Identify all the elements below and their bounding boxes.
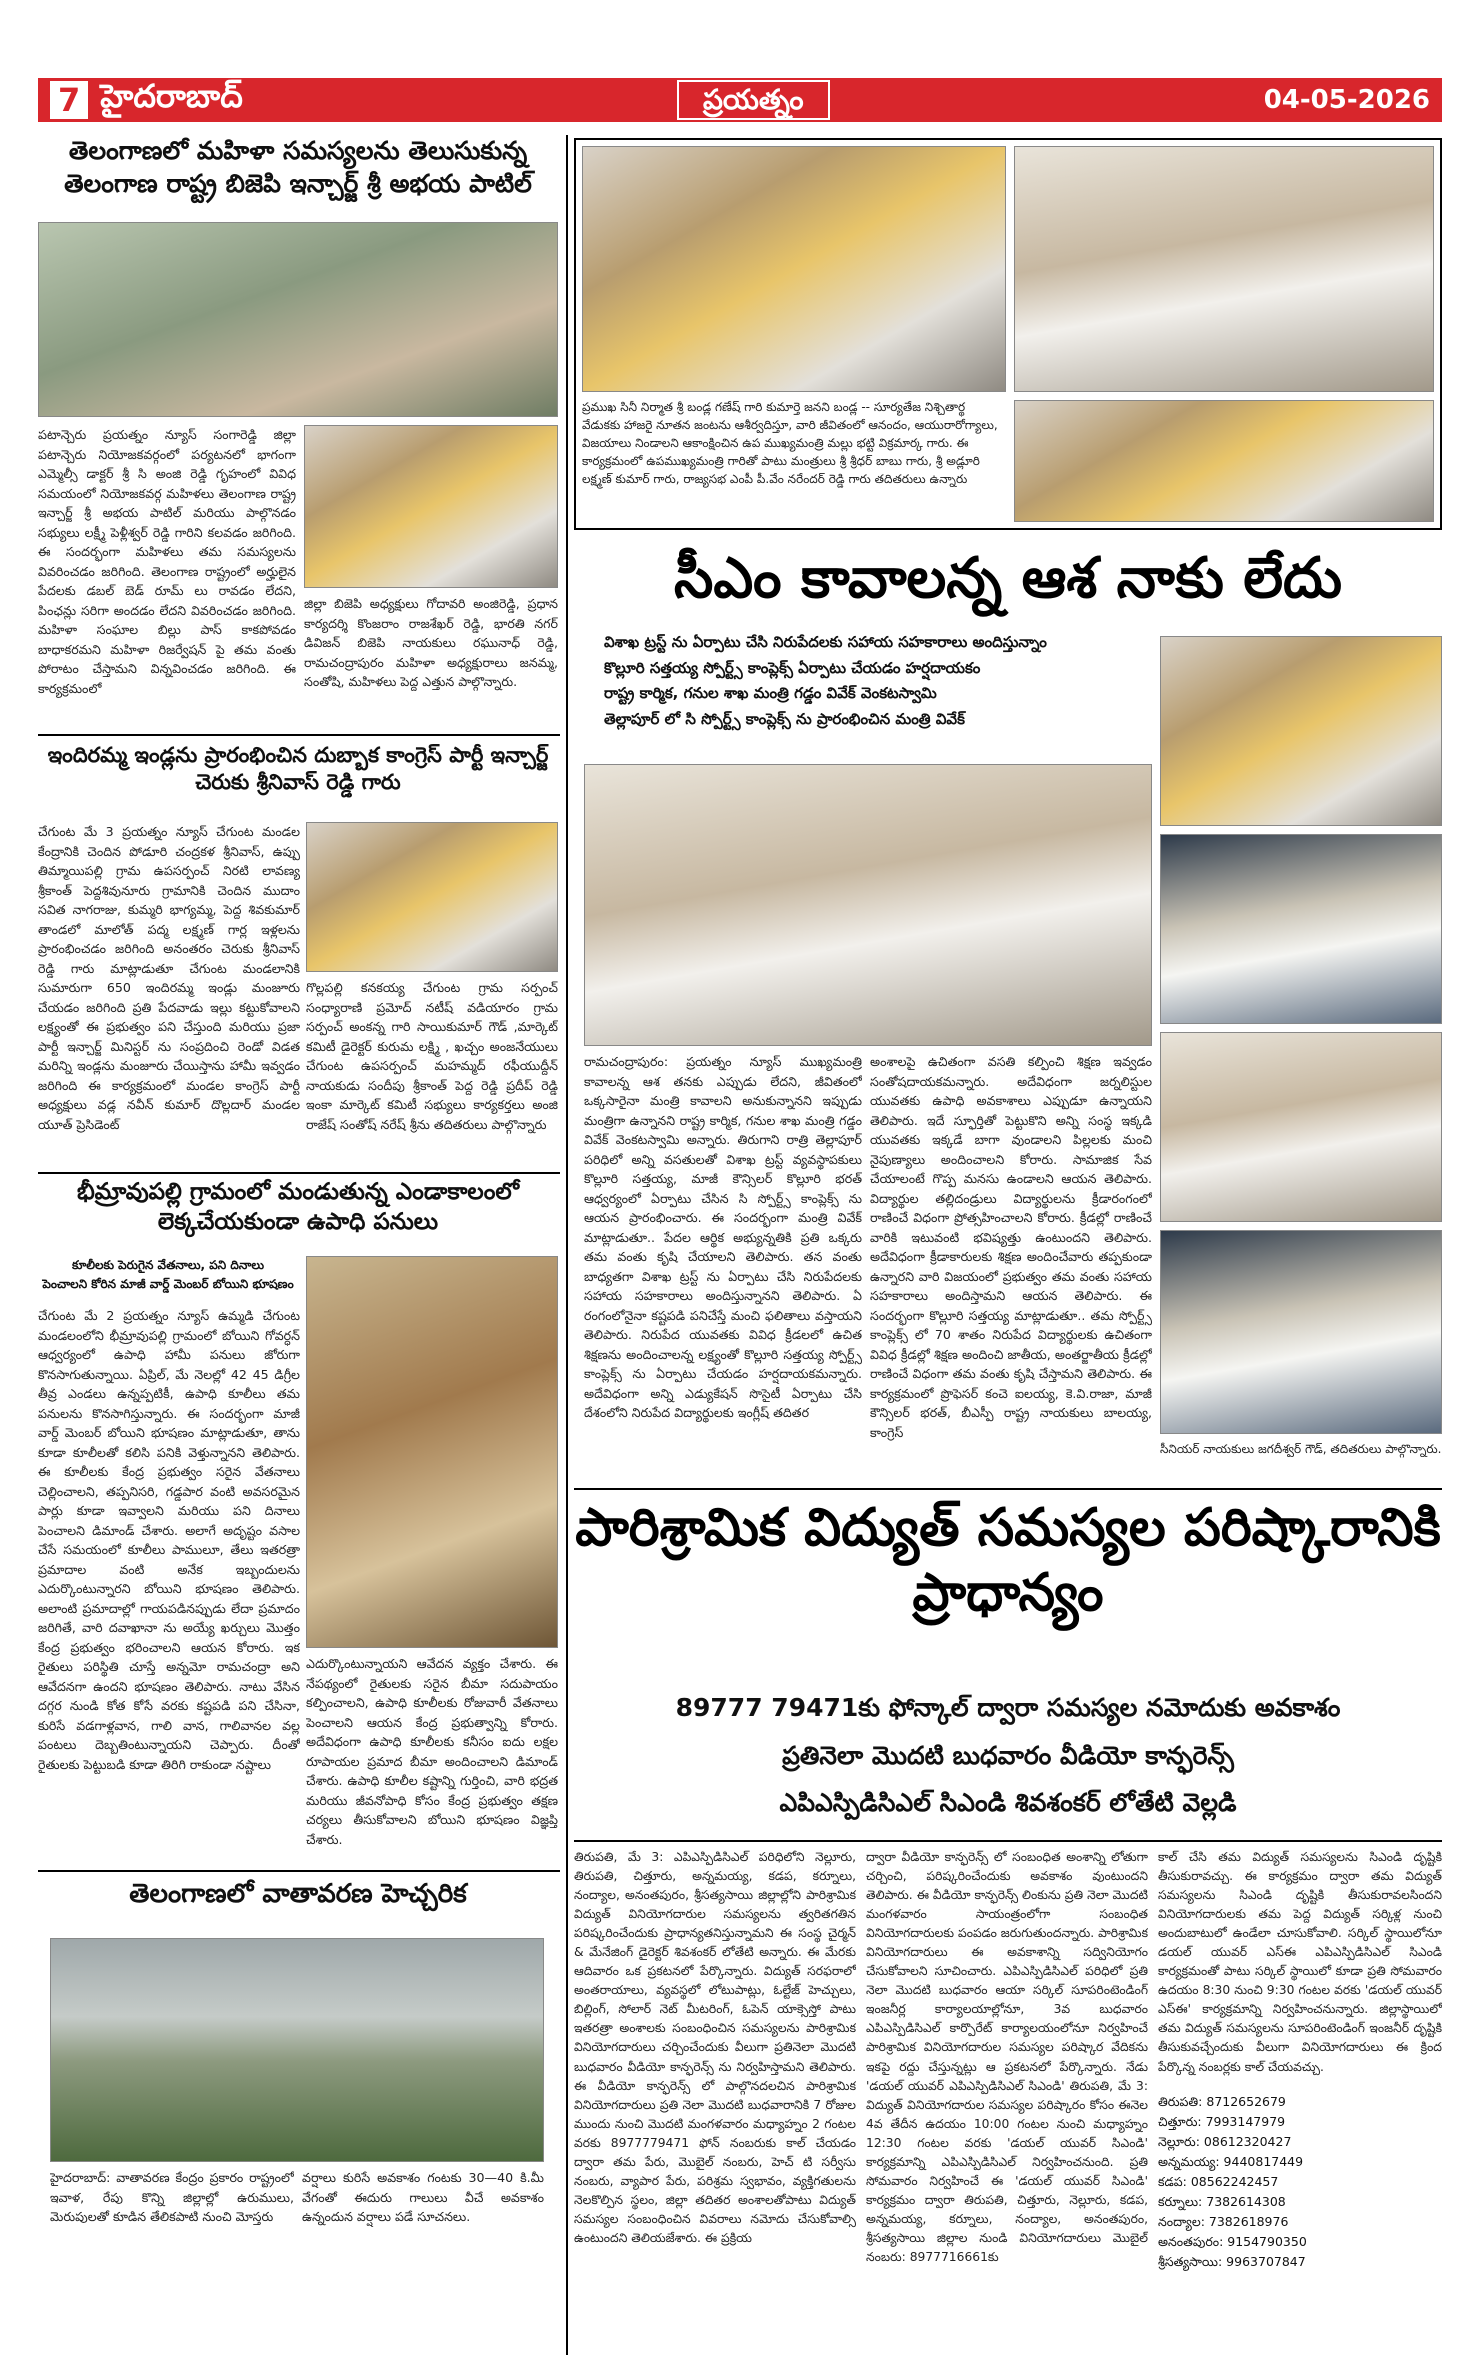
article-3-side-photo-4 (1160, 1230, 1442, 1434)
issue-date: 04-05-2026 (1263, 85, 1430, 115)
column-divider (566, 135, 568, 2355)
article-7-sub-1: 89777 79471కు ఫోన్కాల్ ద్వారా సమస్యల నమోదుకు అవకాశం (675, 1693, 1341, 1722)
phone-number-item: శ్రీసత్యసాయి: 9963707847 (1158, 2254, 1306, 2269)
phone-number-item: కడప: 08562242457 (1158, 2174, 1279, 2189)
article-3-side-photo-3 (1160, 1032, 1442, 1222)
phone-number-item: నెల్లూరు: 08612320427 (1158, 2134, 1292, 2149)
article-6-body-col2: వర్షాలు కురిసే అవకాశం గంటకు 30—40 కి.మీ వేగంతో ఈదురు గాలులు వీచే అవకాశం ఉన్నందున వర్షాలు పడే సూచనలు. (302, 2170, 544, 2225)
article-7-phone-list (1158, 2092, 1442, 2348)
page-number-block (50, 78, 243, 122)
article-3-body-col1: రామచంద్రాపురం: ప్రయత్నం న్యూస్ ముఖ్యమంత్రి కావాలన్న ఆశ తనకు ఎప్పుడు లేదని, జీవితంలో ఒక్కసారైనా మంత్రి కావాలని అనుకున్నానని ఇప్పుడు మంత్రిగా ఉన్నానని రాష్ట్ర కార్మిక, గనుల శాఖ మంత్రి గడ్డం వివేక్ వెంకటస్వామి అన్నారు. తిరుగాని రాత్రి తెల్లాపూర్ పరిధిలో అన్ని వసతులతో విశాఖ ట్రస్ట్ వ్యవస్థాపకులు కొల్లూరి సత్తయ్య, మాజీ కౌన్సిలర్ కొల్లూరి భరత్ ఆధ్వర్యంలో ఏర్పాటు చేసిన సి స్పోర్ట్స్ కాంప్లెక్స్ ను ఆయన ప్రారంభించారు. ఈ సందర్భంగా మంత్రి వివేక్ మాట్లాడుతూ.. పేదల ఆర్థిక అభ్యున్నతికి ప్రతి ఒక్కరు తమ వంతు కృషి చేయాలని తెలిపారు. తన వంతు బాధ్యతగా విశాఖ ట్రస్ట్ ను ఏర్పాటు చేసి నిరుపేదలకు సహాయ సహకారాలు అందిస్తున్నానని తెలిపారు. ఏ రంగంలోనైనా కష్టపడి పనిచేస్తే మంచి ఫలితాలు వస్తాయని తెలిపారు. నిరుపేద యువతకు వివిధ క్రీడలలో ఉచిత శిక్షణను అందించాలన్న లక్ష్యంతో కొల్లూరి సత్తయ్య స్పోర్ట్స్ కాంప్లెక్స్ ను ఏర్పాటు చేయడం హర్షదాయకమన్నారు. అదేవిధంగా అన్ని ఎడ్యుకేషన్ సొసైటీ ఏర్పాటు చేసి దేశంలోని నిరుపేద విద్యార్థులకు ఇంగ్లీష్ తదితర (584, 1054, 862, 1421)
article-2-photo-1 (582, 146, 1006, 392)
masthead (38, 78, 1442, 122)
article-1-body-col1: పటాన్చెరు ప్రయత్నం న్యూస్ సంగారెడ్డి జిల్లా పటాన్చెరు నియోజకవర్గంలో పర్యటనలో భాగంగా ఎమ్మెల్సీ డాక్టర్ శ్రీ సి అంజి రెడ్డి గృహంలో వివిధ సమయంలో నియోజకవర్గ మహిళలు తెలంగాణ రాష్ట్ర ఇన్చార్జ్ శ్రీ అభయ పాటిల్ మరియు పాల్గొనడం సభ్యులు లక్ష్మీ పెళ్లీశ్వర్ రెడ్డి గారిని కలవడం జరిగింది. ఈ సందర్భంగా మహిళలు తమ సమస్యలను వివరించడం జరిగింది. తెలంగాణ రాష్ట్రంలో అర్హులైన పేదలకు డబల్ బెడ్ రూమ్ లు రావడం లేదని, పింఛన్లు సరిగా అందడం లేదని వివరించడం జరిగింది. మహిళా సంఘాల బిల్లు పాస్ కాకపోవడం బాధాకరమని మహిళా రిజర్వేషన్ పై తమ వంతు పోరాటం చేస్తామని విన్నవించడం జరిగింది. ఈ కార్యక్రమంలో (38, 427, 296, 696)
article-3-subheads (604, 630, 1164, 760)
article-7-body-col3: కాల్ చేసి తమ విద్యుత్ సమస్యలను సిఎండి దృష్టికి తీసుకురావచ్చు. ఈ కార్యక్రమం ద్వారా తమ విద్యుత్ సమస్యలను సిఎండి దృష్టికి తీసుకురావలసిందని వినియోగదారులకు తమ పెద్ద విద్యుత్ సర్కిళ్ల నుంచి అందుబాటులో ఉండేలా చూసుకోవాలి. సర్కిల్ స్థాయిలోనూ డయల్ యువర్ ఎస్ఈ ఎపిఎస్పిడిసిఎల్ సిఎండి కార్యక్రమంతో పాటు సర్కిల్ స్థాయిలో కూడా ప్రతి సోమవారం ఉదయం 8:30 నుంచి 9:30 గంటల వరకు 'డయల్ యువర్ ఎస్ఈ' కార్యక్రమాన్ని నిర్వహించనున్నారు. జిల్లాస్థాయిలో తమ విద్యుత్ సమస్యలను సూపరింటెండింగ్ ఇంజనీర్ దృష్టికి తీసుకువచ్చేందుకు వీలుగా వినియోగదారులు ఈ క్రింద పేర్కొన్న నంబర్లకు కాల్ చేయవచ్చు. (1158, 1850, 1442, 2074)
article-5-body-col1: చేగుంట మే 2 ప్రయత్నం న్యూస్ ఉమ్మడి చేగుంట మండలంలోని భీమ్రావుపల్లి గ్రామంలో బోయిని గోవర్ధన్ ఆధ్వర్యంలో ఉపాధి హామీ పనులు జోరుగా కొనసాగుతున్నాయి. ఏప్రిల్, మే నెలల్లో 42 45 డిగ్రీల తీవ్ర ఎండలు ఉన్నప్పటికీ, ఉపాధి కూలీలు తమ పనులను కొనసాగిస్తున్నారు. ఈ సందర్భంగా మాజీ వార్డ్ మెంబర్ బోయిని భూషణం మాట్లాడుతూ, తాను కూడా కూలీలతో కలిసి పనికి వెళ్తున్నానని తెలిపారు. ఈ కూలీలకు కేంద్ర ప్రభుత్వం సరైన వేతనాలు చెల్లించాలని, తప్పనిసరి, గడ్డపార వంటి అవసరమైన పార్లు కూడా ఇవ్వాలని మరియు పని దినాలు పెంచాలని డిమాండ్ చేశారు. అలాగే అదృష్టం వసాల చేసే సమయంలో కూలీలు పాములూ, తేలు ఇతరత్రా ప్రమాదాల వంటి అనేక ఇబ్బందులను ఎదుర్కొంటున్నారని బోయిని భూషణం తెలిపారు. అలాంటి ప్రమాదాల్లో గాయపడినప్పుడు లేదా ప్రమాదం జరిగితే, వారి దవాఖానా ను అయ్యే ఖర్చులు మొత్తం కేంద్ర ప్రభుత్వం భరించాలని ఆయన కోరారు. ఇక రైతులు పరిస్థితి చూస్తే అన్నమో రామచంద్రా అని ఆవేదనగా ఉందని భూషణం తెలిపారు. నాటు వేసిన దగ్గర నుండి కోత కోసే వరకు కష్టపడి పని చేసినా, కురిసే వడగాళ్లవాన, గాలి వాన, గాలివానల వల్ల పంటలు దెబ్బతింటున్నాయని చెప్పారు. దీంతో రైతులకు పెట్టుబడి కూడా తిరిగి రాకుండా నష్టాలు (38, 1308, 300, 1772)
article-1-photo (38, 222, 558, 417)
phone-number-item: అన్నమయ్య: 9440817449 (1158, 2154, 1304, 2169)
article-7-body-col1: తిరుపతి, మే 3: ఎపిఎస్పిడిసిఎల్ పరిధిలోని నెల్లూరు, తిరుపతి, చిత్తూరు, అన్నమయ్య, కడప, కర్నూలు, నంద్యాల, అనంతపురం, శ్రీసత్యసాయి జిల్లాల్లోని పారిశ్రామిక విద్యుత్ వినియోగదారుల సమస్యలను త్వరితగతిన పరిష్కరించేందుకు ప్రాధాన్యతనిస్తున్నామని ఈ సంస్థ చైర్మన్ & మేనేజింగ్ డైరెక్టర్ శివశంకర్ లోతేటి అన్నారు. ఈ మేరకు ఆదివారం ఒక ప్రకటనలో పేర్కొన్నారు. విద్యుత్ సరఫరాలో అంతరాయాలు, వ్యవస్థలో లోటుపాట్లు, ఓల్టేజ్ హెచ్చులు, బిల్లింగ్, సోలార్ నెట్ మీటరింగ్, ఓపెన్ యాక్సెస్తో పాటు ఇతరత్రా అంశాలకు సంబంధించిన సమస్యలను పారిశ్రామిక వినియోగదారులు చర్చించేందుకు వీలుగా ప్రతినెలా మొదటి బుధవారం వీడియో కాన్ఫరెన్స్ ను నిర్వహిస్తామని తెలిపారు. ఈ వీడియో కాన్ఫరెన్స్ లో పాల్గొనదలచిన పారిశ్రామిక వినియోగదారులు ప్రతి నెలా మొదటి బుధవారానికి 7 రోజుల ముందు నుంచి మొదటి మంగళవారం మధ్యాహ్నం 2 గంటల వరకు 8977779471 ఫోన్ నంబరుకు కాల్ చేయడం ద్వారా తమ పేరు, మొబైల్ నంబరు, హెచ్ టి సర్వీసు నంబరు, వ్యాపార పేరు, పరిశ్రమ స్వభావం, వ్యక్తిగతులను నెలకొల్పిన స్థలం, జిల్లా తదితర అంశాలతోపాటు విద్యుత్ సమస్యల సంబంధించిన వివరాలు నమోదు చేసుకోవాల్సి ఉంటుందని తెలియజేశారు. ఈ ప్రక్రియ (574, 1850, 856, 2245)
section-rule (38, 1172, 560, 1174)
article-4-body-col2: గొల్లపల్లి కనకయ్య చేగుంట గ్రామ సర్పంచ్ సంధ్యారాణి ప్రమోద్ నటీష్ వడియారం గ్రామ సర్పంచ్ అంకన్న గారి సాయికుమార్ గౌడ్ ,మార్కెట్ కమిటీ డైరెక్టర్ కురుమ లక్ష్మి , ఖచ్చం అంజనేయులు చేగుంట ఉపసర్పంచ్ మహమ్మద్ రఫీయుద్దీన్ నాయకుడు సందీపు శ్రీకాంత్ పెద్ద రెడ్డి ప్రదీప్ రెడ్డి ఇంకా మార్కెట్ కమిటీ సభ్యులు కార్యకర్తలు అంజి రాజేష్ సంతోష్ నరేష్ శ్రీను తదితరులు పాల్గొన్నారు (306, 980, 558, 1132)
article-5-subheads (38, 1256, 298, 1302)
phone-number-item: తిరుపతి: 8712652679 (1158, 2094, 1286, 2109)
section-rule (574, 1840, 1442, 1842)
article-4-body-col1: చేగుంట మే 3 ప్రయత్నం న్యూస్ చేగుంట మండల కేంద్రానికి చెందిన పోడూరి చంద్రకళ శ్రీనివాస్, ఉప్పు తిమ్మాయిపల్లి గ్రామ ఉపసర్పంచ్ నిరటి లావణ్య శ్రీకాంత్ పెద్దశివునూరు గ్రామానికి చెందిన ముదాం సవిత నాగరాజు, కుమ్మరి భాగ్యమ్మ, పెద్ద శివకుమార్ తాండలో మాలోత్ పద్మ లక్ష్మణ్ గార్ల ఇళ్లలను ప్రారంభించడం జరిగింది అనంతరం చెరుకు శ్రీనివాస్ రెడ్డి గారు మాట్లాడుతూ చేగుంట మండలానికి సుమారుగా 650 ఇందిరమ్మ ఇండ్లు మంజూరు చేయడం జరిగింది ప్రతి పేదవాడు ఇల్లు కట్టుకోవాలని లక్ష్యంతో ఈ ప్రభుత్వం పని చేస్తుంది మరియు ప్రజా పార్టీ ఇన్చార్జ్ మినిస్టర్ ను సంప్రదించి రెండో విడత మరిన్ని ఇండ్లను మంజూరు చేయిస్తాను హామీ ఇవ్వడం జరిగింది ఈ కార్యక్రమంలో మండల కాంగ్రెస్ పార్టీ అధ్యక్షులు వడ్ల నవీన్ కుమార్ దొల్లదార్ మండల యూత్ ప్రెసిడెంట్ (38, 824, 300, 1132)
article-3-body-col2: అంశాలపై ఉచితంగా వసతి కల్పించి శిక్షణ ఇవ్వడం సంతోషదాయకమన్నారు. అదేవిధంగా జర్నలిస్టుల యువతకు ఉపాధి అవకాశాలు ఎప్పుడూ ఉన్నాయని తెలిపారు. ఇదే స్ఫూర్తితో పెట్టుకొని అన్ని సంస్థ ఇక్కడి యువతకు ఇక్కడే బాగా వుండాలని పిల్లలకు మంచి నైపుణ్యాలు అందించాలని కోరారు. సామాజిక సేవ చేయాలంటే గొప్ప మనసు ఉండాలని ఆయన తెలిపారు. విద్యార్థుల తల్లిదండ్రులు విద్యార్థులను క్రీడారంగంలో రాణించే విధంగా ప్రోత్సహించాలని కోరారు. క్రీడల్లో రాణించే వారికి ఇటువంటి భవిష్యత్తు ఉంటుందని తెలిపారు. అదేవిధంగా క్రీడాకారులకు శిక్షణ అందించేవారు తప్పకుండా ఉన్నారని వారి విజయంలో ప్రభుత్వం తమ వంతు సహాయ సహకారాలు అందిస్తామని ఆయన తెలిపారు. ఈ సందర్భంగా కొల్లూరి సత్తయ్య మాట్లాడుతూ.. తమ స్పోర్ట్స్ కాంప్లెక్స్ లో 70 శాతం నిరుపేద విద్యార్థులకు ఉచితంగా వివిధ క్రీడల్లో శిక్షణ అందించి జాతీయ, అంతర్జాతీయ క్రీడల్లో రాణించే విధంగా తమ వంతు కృషి చేస్తామని తెలిపారు. ఈ కార్యక్రమంలో ప్రొఫెసర్ కంచె ఐలయ్య, కె.వి.రాజా, మాజీ కౌన్సిలర్ భరత్, బీఎస్పీ రాష్ట్ర నాయకులు బాలయ్య, కాంగ్రెస్ (870, 1054, 1152, 1440)
article-3-sub-4: తెల్లాపూర్ లో సి స్పోర్ట్స్ కాంప్లెక్స్ ను ప్రారంభించిన మంత్రి వివేక్ (604, 709, 965, 728)
article-6-headline: తెలంగాణలో వాతావరణ హెచ్చరిక (129, 1879, 467, 1909)
section-rule (38, 1870, 560, 1872)
article-5-photo (306, 1256, 558, 1648)
page-number: 7 (50, 81, 88, 119)
article-3-headline: సీఎం కావాలన్న ఆశ నాకు లేదు (674, 546, 1342, 611)
article-3-sub-2: కొల్లూరి సత్తయ్య స్పోర్ట్స్ కాంప్లెక్స్ ఏర్పాటు చేయడం హర్షదాయకం (604, 658, 981, 677)
article-3-main-photo (584, 764, 1152, 1046)
phone-number-item: నంద్యాల: 7382618976 (1158, 2214, 1289, 2229)
article-5-sub-1: కూలీలకు పెరుగైన వేతనాలు, పని దినాలు (71, 1258, 265, 1272)
phone-number-item: అనంతపురం: 9154790350 (1158, 2234, 1307, 2249)
article-7-sub-2: ప్రతినెలా మొదటి బుధవారం వీడియో కాన్ఫరెన్స్ (782, 1740, 1234, 1770)
article-4-photo (306, 822, 558, 972)
article-2-photo-2 (1014, 146, 1434, 392)
article-3-side-photo-1 (1160, 636, 1442, 826)
article-2-caption: ప్రముఖ సినీ నిర్మాత శ్రీ బండ్ల గణేష్ గారి కుమార్తె జనని బండ్ల -- సూర్యతేజ నిశ్చితార్థ వేడుకకు హాజరై నూతన జంటను ఆశీర్వదిస్తూ, వారి జీవితంలో ఆనందం, ఆయురారోగ్యాలు, విజయాలు నిండాలని ఆకాంక్షించిన ఉప ముఖ్యమంత్రి మల్లు భట్టి విక్రమార్క గారు. ఈ కార్యక్రమంలో ఉపముఖ్యమంత్రి గారితో పాటు మంత్రులు శ్రీ శ్రీధర్ బాబు గారు, శ్రీ అడ్లూరి లక్ష్మణ్ కుమార్ గారు, రాజ్యసభ ఎంపీ పీ.వేం నరేందర్ రెడ్డి గారు తదితరులు ఉన్నారు (582, 400, 998, 486)
phone-number-item: కర్నూలు: 7382614308 (1158, 2194, 1286, 2209)
article-1-headline: తెలంగాణలో మహిళా సమస్యలను తెలుసుకున్న తెలంగాణ రాష్ట్ర బిజెపి ఇన్చార్జ్ శ్రీ అభయ పాటిల్ (64, 136, 532, 198)
article-7-sub-3: ఎపిఎస్పిడిసిఎల్ సిఎండి శివశంకర్ లోతేటి వెల్లడి (779, 1788, 1237, 1817)
article-3-caption: సీనియర్ నాయకులు జగదీశ్వర్ గౌడ్, తదితరులు పాల్గొన్నారు. (1160, 1442, 1442, 1456)
city-name: హైదరాబాద్ (100, 78, 243, 115)
section-rule (38, 734, 560, 736)
article-5-headline: భీమ్రావుపల్లి గ్రామంలో మండుతున్న ఎండాకాలంలో లెక్కచేయకుండా ఉపాధి పనులు (76, 1179, 520, 1235)
article-1-body-col2: జిల్లా బిజెపి అధ్యక్షులు గోదావరి అంజిరెడ్డి, ప్రధాన కార్యదర్శి కొంజరాం రాజశేఖర్ రెడ్డి, భారతి నగర్ డివిజన్ బిజెపి నాయకులు రఘునాధ్ రెడ్డి, రామచంద్రాపురం మహిళా అధ్యక్షురాలు జనమ్మ, సంతోషి, మహిళలు పెద్ద ఎత్తున పాల్గొన్నారు. (304, 596, 558, 690)
article-4-headline: ఇందిరమ్మ ఇండ్లను ప్రారంభించిన దుబ్బాక కాంగ్రెస్ పార్టీ ఇన్చార్జ్ చెరుకు శ్రీనివాస్ రెడ్డి గారు (47, 743, 549, 795)
article-6-body-col1: హైదరాబాద్: వాతావరణ కేంద్రం ప్రకారం రాష్ట్రంలో ఇవాళ, రేపు కొన్ని జిల్లాల్లో ఉరుములు, మెరుపులతో కూడిన తేలికపాటి నుంచి మోస్తరు (50, 2170, 294, 2225)
article-7-body-col2: ద్వారా వీడియో కాన్ఫరెన్స్ లో సంబంధిత అంశాన్ని లోతుగా చర్చించి, పరిష్కరించేందుకు అవకాశం వుంటుందని తెలిపారు. ఈ వీడియో కాన్ఫరెన్స్ లింకును ప్రతి నెలా మొదటి మంగళవారం సాయంత్రంలోగా సంబంధిత వినియోగదారులకు పంపడం జరుగుతుందన్నారు. పారిశ్రామిక వినియోగదారులు ఈ అవకాశాన్ని సద్వినియోగం చేసుకోవాలని సూచించారు. ఎపిఎస్పిడిసిఎల్ పరిధిలో ప్రతి నెలా మొదటి బుధవారం ఆయా సర్కిల్ సూపరింటెండింగ్ ఇంజనీర్ల కార్యాలయాల్లోనూ, 3వ బుధవారం ఎపిఎస్పిడిసిఎల్ కార్పొరేట్ కార్యాలయంలోనూ నిర్వహించే పారిశ్రామిక వినియోగదారుల సమస్యల పరిష్కార వేదికను ఇకపై రద్దు చేస్తున్నట్లు ఆ ప్రకటనలో పేర్కొన్నారు. నేడు 'డయల్ యువర్ ఎపిఎస్పిడిసిఎల్ సిఎండి' తిరుపతి, మే 3: విద్యుత్ వినియోగదారుల సమస్యల పరిష్కారం కోసం ఈనెల 4వ తేదీన ఉదయం 10:00 గంటల నుంచి మధ్యాహ్నం 12:30 గంటల వరకు 'డయల్ యువర్ సిఎండి' కార్యక్రమాన్ని ఎపిఎస్పిడిసిఎల్ నిర్వహించనుంది. ప్రతి సోమవారం నిర్వహించే ఈ 'డయల్ యువర్ సిఎండి' కార్యక్రమం ద్వారా తిరుపతి, చిత్తూరు, నెల్లూరు, కడప, అన్నమయ్య, కర్నూలు, నంద్యాల, అనంతపురం, శ్రీసత్యసాయి జిల్లాల నుండి వినియోగదారులు మొబైల్ నంబరు: 8977716661కు (866, 1850, 1148, 2264)
phone-number-item: చిత్తూరు: 7993147979 (1158, 2114, 1286, 2129)
article-3-sub-3: రాష్ట్ర కార్మిక, గనుల శాఖ మంత్రి గడ్డం వివేక్ వెంకటస్వామి (604, 684, 937, 702)
section-rule (574, 1488, 1442, 1490)
article-7-subheads (574, 1684, 1442, 1834)
article-3-side-photo-2 (1160, 834, 1442, 1024)
article-1-photo-2 (304, 425, 558, 588)
article-5-sub-2: పెంచాలని కోరిన మాజీ వార్డ్ మెంబర్ బోయిని భూషణం (42, 1277, 294, 1292)
article-7-headline: పారిశ్రామిక విద్యుత్ సమస్యల పరిష్కారానికి ప్రాధాన్యం (575, 1498, 1441, 1623)
article-5-body-col2: ఎదుర్కొంటున్నాయని ఆవేదన వ్యక్తం చేశారు. ఈ నేపథ్యంలో రైతులకు సరైన బీమా సదుపాయం కల్పించాలని, ఉపాధి కూలీలకు రోజువారీ వేతనాలు పెంచాలని ఆయన కేంద్ర ప్రభుత్వాన్ని కోరారు. అదేవిధంగా ఉపాధి కూలీలకు కనీసం ఐదు లక్షల రూపాయల ప్రమాద బీమా అందించాలని డిమాండ్ చేశారు. ఉపాధి కూలీల కష్టాన్ని గుర్తించి, వారి భద్రత మరియు జీవనోపాధి కోసం కేంద్ర ప్రభుత్వం తక్షణ చర్యలు తీసుకోవాలని బోయిని భూషణం విజ్ఞప్తి చేశారు. (306, 1656, 558, 1847)
article-6-photo (50, 1938, 544, 2162)
article-3-sub-1: విశాఖ ట్రస్ట్ ను ఏర్పాటు చేసి నిరుపేదలకు సహాయ సహకారాలు అందిస్తున్నాం (604, 633, 1047, 651)
article-2-photo-3 (1014, 400, 1434, 522)
newspaper-name: ప్రయత్నం (677, 80, 830, 120)
